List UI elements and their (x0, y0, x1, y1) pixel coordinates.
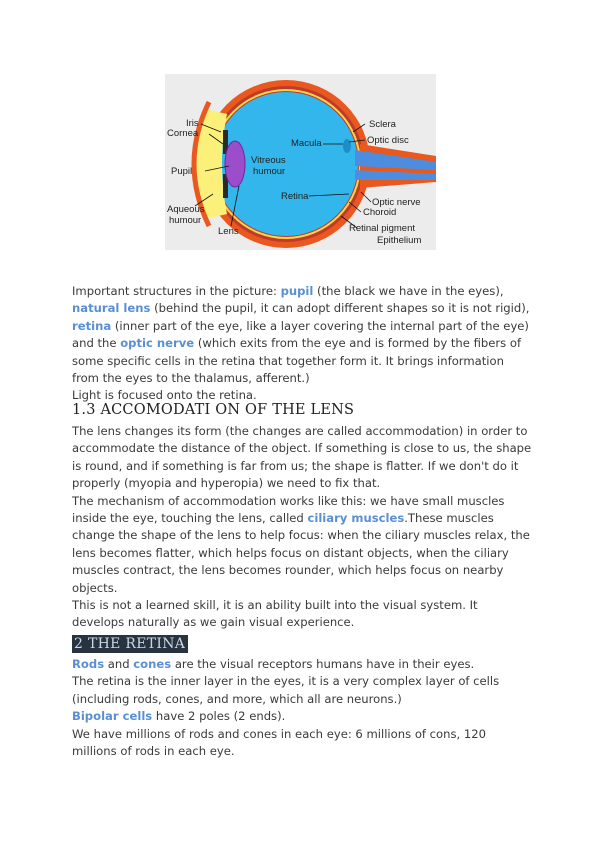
label-lens: Lens (218, 226, 239, 237)
intro-paragraph (72, 283, 532, 405)
intro-text-2: (the black we have in the eyes), (313, 284, 504, 298)
label-iris: Iris (186, 118, 199, 129)
section-heading-retina: 2 THE RETINA (72, 635, 188, 653)
accommodation-text-2b: .These muscles change the shape of the lens to help focus: when the ciliary muscles relax, the lens becomes flatter, which helps focus on distant objects, when the ciliary muscles contract, the lens becomes rounder, which helps focus on nearby objects. (72, 511, 530, 595)
retina-text-1: and (104, 657, 134, 671)
keyword-pupil: pupil (280, 284, 314, 298)
keyword-rods: Rods (72, 657, 105, 671)
retina-paragraph (72, 656, 532, 760)
keyword-natural-lens: natural lens (72, 301, 151, 316)
label-sclera: Sclera (369, 119, 396, 130)
label-aqueous-humour: humour (169, 215, 202, 226)
eye-diagram-svg (165, 74, 436, 250)
keyword-bipolar-cells: Bipolar cells (72, 709, 153, 724)
accommodation-text-1: The lens changes its form (the changes are called accommodation) in order to accommodate the distance of the object. If something is close to us, the shape is round, and if something is far from us; the shape is flatter. If we don't do it properly (myopia and hyperopia) we need to fix that. (72, 424, 532, 491)
lens-shape (225, 141, 245, 187)
label-choroid: Choroid (363, 207, 397, 218)
accommodation-text-3: This is not a learned skill, it is an ability built into the visual system. It develops naturally as we gain visual experience. (72, 598, 478, 630)
keyword-ciliary-muscles: ciliary muscles (307, 511, 405, 526)
label-cornea: Cornea (167, 128, 199, 139)
retina-text-3: The retina is the inner layer in the eyes, it is a very complex layer of cells (including rods, cones, and more, which all are neurons.) (72, 674, 500, 706)
label-optic-nerve: Optic nerve (372, 197, 421, 208)
intro-text-4: (inner part of the eye, like a layer covering the internal part of the eye) and the (72, 318, 529, 351)
label-optic-disc: Optic disc (367, 135, 409, 146)
label-retina: Retina (281, 191, 309, 202)
eye-anatomy-diagram (165, 74, 436, 250)
accommodation-paragraph (72, 423, 532, 632)
macula-shape (343, 139, 351, 153)
label-aqueous: Aqueous (167, 204, 205, 215)
retina-text-2: are the visual receptors humans have in their eyes. (171, 657, 475, 671)
accommodation-text-2a: The mechanism of accommodation works like this: we have small muscles inside the eye, touching the lens, called (72, 493, 505, 526)
label-vitreous: Vitreous (251, 155, 286, 166)
keyword-retina: retina (72, 318, 112, 333)
label-macula: Macula (291, 138, 322, 149)
intro-text-3: (behind the pupil, it can adopt different shapes so it is not rigid), (150, 301, 530, 316)
intro-text-5: (which exits from the eye and is formed by the fibers of some specific cells in the retina that together form it. It brings information from the eyes to the thalamus, afferent.) (72, 336, 522, 386)
section-heading-accommodation: 1.3 ACCOMODATI ON OF THE LENS (72, 402, 355, 418)
intro-text-1: Important structures in the picture: (72, 284, 281, 298)
label-pupil: Pupil (171, 166, 193, 177)
keyword-cones: cones (133, 657, 172, 671)
label-vitreous-humour: humour (253, 166, 286, 177)
retina-text-5: We have millions of rods and cones in each eye: 6 millions of cons, 120 millions of rods in each eye. (72, 726, 487, 759)
retina-text-4: have 2 poles (2 ends). (152, 709, 286, 724)
keyword-optic-nerve: optic nerve (120, 336, 195, 351)
intro-text-6: Light is focused onto the retina. (72, 388, 257, 403)
label-epithelium: Epithelium (377, 235, 422, 246)
label-retinal-pigment: Retinal pigment (349, 223, 416, 234)
